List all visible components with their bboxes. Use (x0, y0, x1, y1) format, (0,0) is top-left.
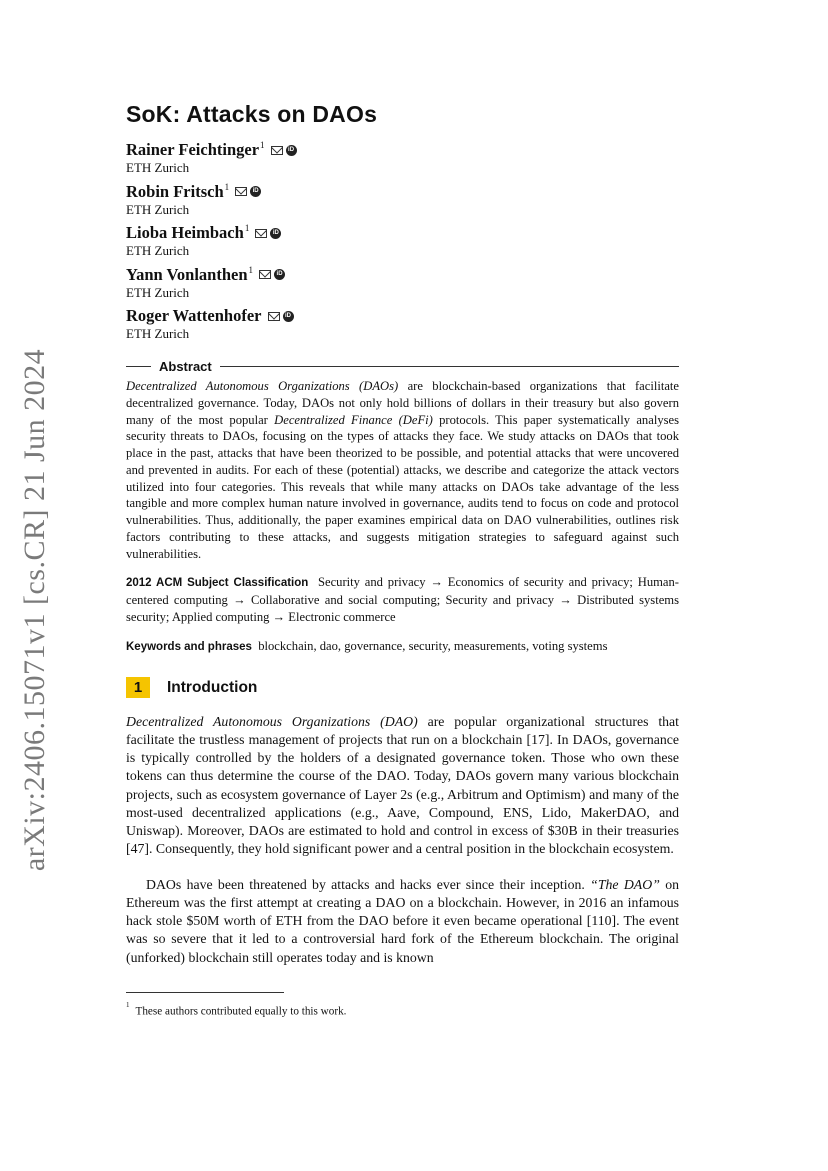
author-name-row (126, 224, 297, 242)
body-text: on Ethereum was the first attempt at creating a DAO on a blockchain. However, in 2016 an infamous hack stole $50M worth of ETH from the DAO before it even became operational [110]. The event was so severe that it led to a controversial hard fork of the Ethereum blockchain. The original (unforked) blockchain still operates today and is known (126, 877, 679, 965)
author-name: Yann Vonlanthen (126, 264, 248, 284)
author-name-row (126, 307, 297, 325)
mail-icon[interactable] (255, 229, 267, 238)
footnote (126, 1001, 346, 1019)
author-affiliation: ETH Zurich (126, 201, 190, 217)
mail-icon[interactable] (259, 270, 271, 279)
author-name: Rainer Feichtinger (126, 140, 260, 159)
author-name: Robin Fritsch (126, 181, 224, 201)
arxiv-identifier (12, 348, 58, 872)
paper-title: SoK: Attacks on DAOs (126, 101, 378, 127)
author-name-row (126, 183, 297, 201)
section-title: Introduction (167, 678, 258, 696)
body-paragraph (126, 713, 679, 858)
body-paragraph (126, 876, 679, 967)
author-footnote-mark: 1 (244, 223, 250, 233)
keywords-label: Keywords and phrases (126, 641, 252, 653)
keywords-text: blockchain, dao, governance, security, measurements, voting systems (258, 639, 608, 653)
body-term: Decentralized Autonomous Organizations (DAO) (126, 714, 418, 729)
author-footnote-mark: 1 (248, 264, 254, 275)
author-affiliation: ETH Zurich (126, 243, 190, 258)
abstract-heading-rule (126, 358, 679, 374)
author-list (126, 141, 297, 349)
orcid-icon[interactable]: iD (270, 228, 281, 239)
author-name-row (126, 141, 297, 159)
author-block (126, 141, 297, 183)
section-number: 1 (126, 677, 150, 698)
section-heading (126, 677, 257, 698)
orcid-icon[interactable]: iD (286, 145, 297, 156)
orcid-icon[interactable]: iD (274, 269, 285, 280)
acm-label: 2012 ACM Subject Classification (126, 577, 309, 589)
body-term: “The DAO” (590, 877, 660, 892)
acm-classification (126, 574, 679, 625)
author-block (126, 266, 297, 308)
author-footnote-mark: 1 (224, 181, 230, 192)
author-footnote-mark: 1 (260, 140, 265, 150)
body-text: DAOs have been threatened by attacks and hacks ever since their inception. (146, 877, 591, 892)
abstract-text: are blockchain-based organizations that facilitate decentralized governance. Today, DAOs not only hold billions of dollars in their treasury but also govern many of the most popular (126, 379, 679, 427)
footnote-text: These authors contributed equally to this work. (135, 1005, 347, 1018)
author-name-row (126, 266, 297, 284)
author-affiliation: ETH Zurich (126, 326, 190, 341)
author-name: Lioba Heimbach (126, 223, 244, 242)
abstract-term: Decentralized Finance (DeFi) (274, 412, 433, 427)
author-block (126, 183, 297, 225)
author-block (126, 224, 297, 266)
author-affiliation: ETH Zurich (126, 284, 190, 300)
abstract-text: protocols. This paper systematically analyses security threats to DAOs, focusing on the types of attacks they face. We study attacks on DAOs that took place in the past, attacks that have been theorized to be possible, and potential attacks that were uncovered and prevented in audits. For each of these (potential) attacks, we describe and categorize the attack vectors utilized into four categories. This reveals that while many attacks on DAOs take advantage of the less tangible and more complex human nature involved in governance, audits tend to focus on code and protocol vulnerabilities. Thus, additionally, the paper examines empirical data on DAO vulnerabilities, outlines risk factors contributing to these attacks, and suggests mitigation strategies to safeguard against such vulnerabilities. (126, 412, 680, 561)
rule-divider (126, 366, 151, 367)
arxiv-identifier-text: arXiv:2406.15071v1 [cs.CR] 21 Jun 2024 (18, 348, 51, 872)
acm-text: Security and privacy → Economics of security and privacy; Human-centered computing → Collaborative and social computing; Security and privacy → Distributed systems security; Applied computing → Electronic commerce (126, 575, 679, 624)
mail-icon[interactable] (271, 146, 283, 155)
author-affiliation: ETH Zurich (126, 160, 190, 175)
keywords (126, 638, 679, 656)
mail-icon[interactable] (235, 187, 247, 196)
orcid-icon[interactable]: iD (283, 311, 294, 322)
orcid-icon[interactable]: iD (250, 186, 261, 197)
footnote-rule (126, 992, 284, 993)
body-text: are popular organizational structures that facilitate the trustless management of projects that run on a blockchain [17]. In DAOs, governance is typically controlled by the holders of a designated governance token. Those who own these tokens can thus determine the course of the DAO. Today, DAOs govern many various blockchain projects, such as ecosystem governance of Layer 2s (e.g., Arbitrum and Optimism) and many of the most-used decentralized applications (e.g., Aave, Compound, ENS, Lido, MakerDAO, and Uniswap). Moreover, DAOs are estimated to hold and control in excess of $30B in their treasuries [47]. Consequently, they hold significant power and a central position in the blockchain ecosystem. (126, 714, 680, 857)
footnote-mark: 1 (126, 1001, 130, 1009)
abstract-body (126, 378, 679, 562)
author-block (126, 307, 297, 349)
rule-divider (220, 366, 679, 367)
abstract-heading: Abstract (159, 358, 212, 374)
author-name: Roger Wattenhofer (126, 306, 262, 325)
mail-icon[interactable] (268, 312, 280, 321)
abstract-term: Decentralized Autonomous Organizations (DAOs) (126, 379, 399, 393)
